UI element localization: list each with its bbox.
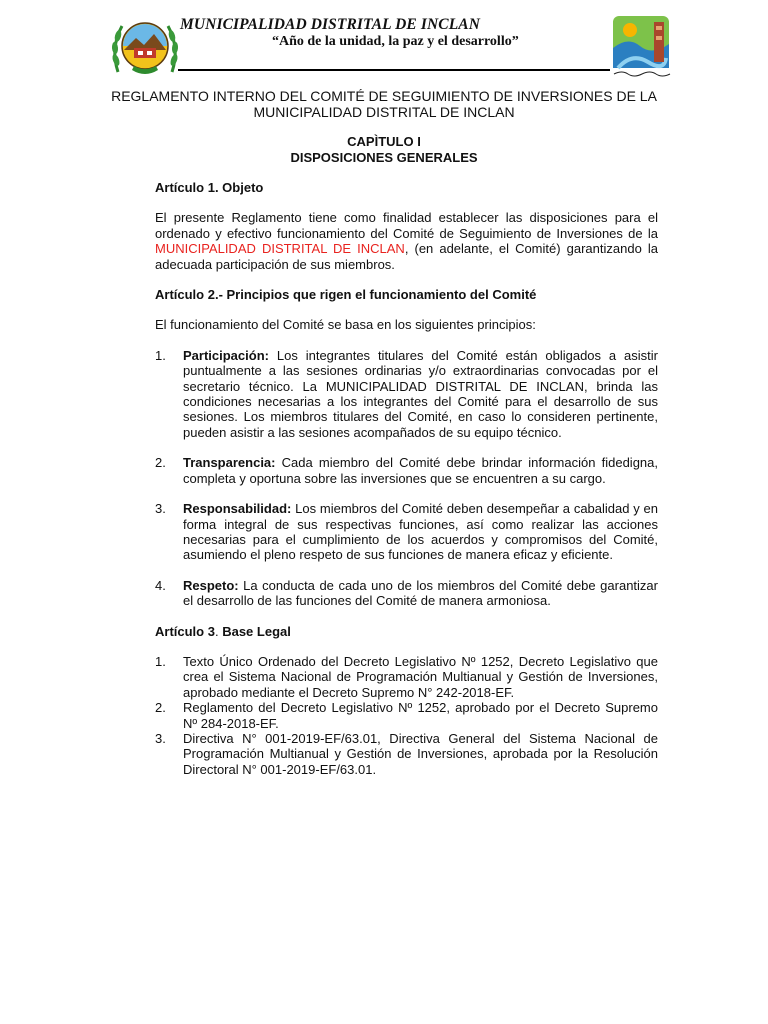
article-3-dot: . (214, 623, 219, 639)
item-number: 2. (155, 455, 166, 471)
municipal-crest-icon (108, 12, 182, 84)
list-item (155, 654, 658, 700)
principle-text: Los integrantes titulares del Comité están obligados a asistir puntualmente a las sesiones ordinarias y/o extraordinarias convocadas por el secretario técnico. La MUNICIPALIDAD DISTRITAL DE INCLAN, brinda las condiciones necesarias a los integrantes del Comité para el desarrollo de sus sesiones. Los miembros titulares del Comité, en caso lo consideren pertinente, pueden asistir a las sesiones acompañados de su equipo técnico. (183, 347, 658, 440)
list-item (155, 455, 658, 486)
item-number: 3. (155, 501, 166, 517)
legal-text: Reglamento del Decreto Legislativo Nº 1252, aprobado por el Decreto Supremo Nº 284-2018-EF. (183, 700, 658, 731)
list-item (155, 578, 658, 609)
principle-term: Participación: (183, 347, 269, 363)
header-divider (178, 69, 610, 71)
principles-list (155, 348, 658, 609)
article-3-heading (155, 624, 658, 639)
document-body (155, 180, 658, 777)
principle-text: Los miembros del Comité deben desempeñar a cabalidad y en forma integral de sus respectivas funciones, así como realizar las acciones necesarias para el cumplimiento de los acuerdos y compromisos del Comité, asumiendo el pleno respeto de sus funciones de manera eficaz y eficiente. (183, 501, 658, 563)
item-number: 1. (155, 653, 166, 669)
article-1-paragraph (155, 210, 658, 272)
chapter-number: CAPÌTULO I (347, 134, 421, 149)
article-2-intro: El funcionamiento del Comité se basa en los siguientes principios: (155, 317, 536, 333)
legal-text: Texto Único Ordenado del Decreto Legislativo Nº 1252, Decreto Legislativo que crea el Sistema Nacional de Programación Multianual y Gestión de Inversiones, aprobado mediante el Decreto Supremo N° 242-2018-EF. (183, 653, 658, 700)
principle-term: Transparencia: (183, 455, 276, 471)
year-motto: “Año de la unidad, la paz y el desarrollo” (272, 34, 519, 49)
item-number: 4. (155, 577, 166, 593)
legal-text: Directiva N° 001-2019-EF/63.01, Directiva General del Sistema Nacional de Programación Multianual y Gestión de Inversiones, aprobada por la Resolución Directoral N° 001-2019-EF/63.01. (183, 730, 658, 777)
item-number: 3. (155, 730, 166, 746)
list-item (155, 348, 658, 440)
chapter-name: DISPOSICIONES GENERALES (290, 149, 478, 165)
article-1-heading: Artículo 1. Objeto (155, 180, 264, 195)
article-2-heading: Artículo 2.- Principios que rigen el funcionamiento del Comité (155, 287, 537, 303)
item-number: 2. (155, 700, 166, 716)
principle-text: La conducta de cada uno de los miembros del Comité debe garantizar el desarrollo de las funciones del Comité de manera armoniosa. (183, 577, 658, 609)
chapter-heading (110, 134, 658, 165)
article-1-text: El presente Reglamento tiene como finalidad establecer las disposiciones para el ordenado y efectivo funcionamiento del Comité de Seguimiento de Inversiones de la (155, 210, 658, 241)
principle-term: Respeto: (183, 577, 239, 593)
list-item (155, 731, 658, 777)
district-emblem-icon (608, 8, 674, 78)
item-number: 1. (155, 347, 166, 363)
article-3-label: Artículo 3 (155, 623, 215, 639)
principle-term: Responsabilidad: (183, 501, 292, 517)
document-title: REGLAMENTO INTERNO DEL COMITÉ DE SEGUIMIENTO DE INVERSIONES DE LA MUNICIPALIDAD DISTRITAL DE INCLAN (111, 88, 657, 120)
article-3-title: Base Legal (218, 623, 291, 639)
legal-basis-list (155, 654, 658, 777)
municipality-name: MUNICIPALIDAD DISTRITAL DE INCLAN (180, 16, 481, 33)
page-header (0, 0, 768, 80)
list-item (155, 700, 658, 731)
principle-text: Cada miembro del Comité debe brindar información fidedigna, completa y oportuna sobre las inversiones que se encuentren a su cargo. (183, 455, 658, 486)
article-1-text-end: , (en adelante, el Comité) garantizando la adecuada participación de sus miembros. (155, 241, 658, 272)
list-item (155, 501, 658, 563)
highlighted-municipality: MUNICIPALIDAD DISTRITAL DE INCLAN (155, 241, 405, 257)
